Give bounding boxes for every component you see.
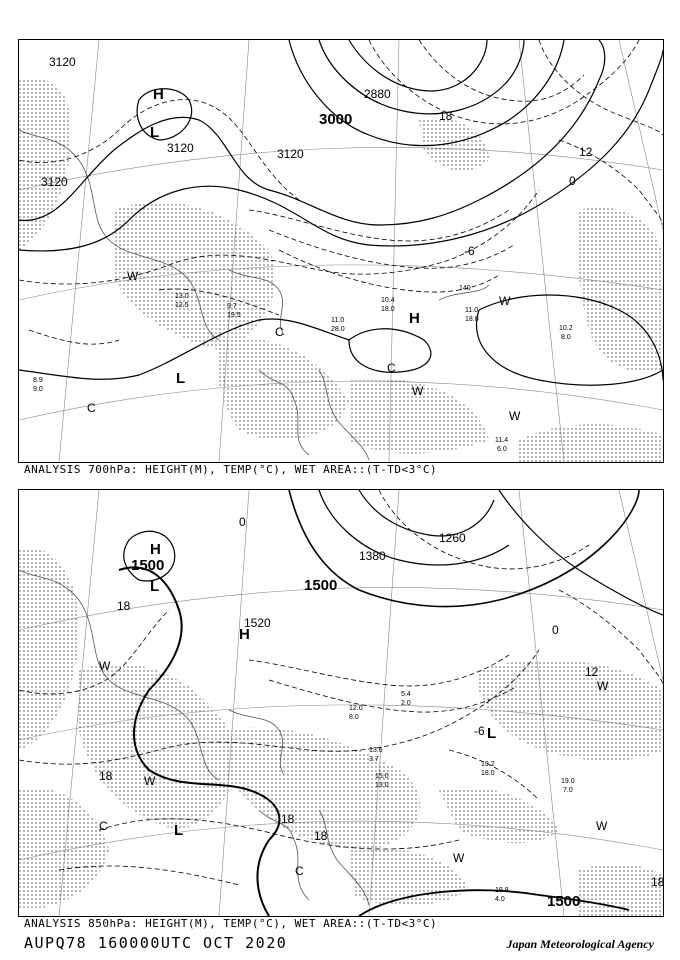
map-panel-850hpa: [18, 489, 664, 917]
height-label: 1500: [304, 577, 338, 594]
svg-text:19.2: 19.2: [481, 761, 495, 768]
svg-text:13.0: 13.0: [375, 782, 389, 789]
panel-caption-700hpa: ANALYSIS 700hPa: HEIGHT(M), TEMP(°C), WET AREA::(T-TD<3°C): [24, 463, 438, 476]
height-label: 3120: [167, 141, 194, 155]
low-center: L: [150, 578, 160, 595]
temp-label: 0: [239, 515, 246, 529]
svg-text:10.4: 10.4: [381, 297, 395, 304]
height-label: 1380: [359, 549, 386, 563]
temp-label: 0: [569, 174, 576, 188]
height-label: 3120: [49, 55, 76, 69]
high-center: H: [150, 541, 161, 558]
map-700-canvas: [19, 40, 663, 462]
agency-name: Japan Meteorological Agency: [506, 937, 654, 951]
height-label: 3120: [41, 175, 68, 189]
svg-text:6.0: 6.0: [497, 446, 507, 453]
temp-label: 0: [552, 623, 559, 637]
warm-mark: W: [596, 819, 608, 833]
height-label: 1520: [244, 616, 271, 630]
temp-label: 18: [99, 769, 113, 783]
svg-text:18.0: 18.0: [381, 306, 395, 313]
station-plot: [465, 307, 479, 323]
warm-mark: W: [509, 409, 521, 423]
chart-id-and-time: AUPQ78 160000UTC OCT 2020: [24, 934, 288, 952]
longitude-mark: 140: [459, 285, 471, 292]
cold-mark: C: [99, 819, 108, 833]
height-label: 1500: [131, 557, 165, 574]
svg-text:7.0: 7.0: [563, 787, 573, 794]
station-plot: [331, 317, 345, 333]
station-plot: [481, 761, 495, 777]
cold-mark: C: [295, 864, 304, 878]
svg-text:13.0: 13.0: [175, 293, 189, 300]
high-center: H: [409, 310, 420, 327]
svg-text:2.0: 2.0: [401, 700, 411, 707]
svg-text:12.0: 12.0: [349, 705, 363, 712]
svg-text:8.9: 8.9: [33, 377, 43, 384]
wet-area-stipple: [19, 78, 663, 462]
svg-text:11.0: 11.0: [465, 307, 479, 314]
temp-label: 18: [281, 812, 295, 826]
svg-text:9.7: 9.7: [227, 303, 237, 310]
svg-text:13.6: 13.6: [369, 747, 383, 754]
temp-label: -6: [474, 724, 485, 738]
temp-label: -6: [464, 244, 475, 258]
warm-mark: W: [597, 679, 609, 693]
temp-label: 12: [585, 665, 599, 679]
warm-mark: W: [127, 269, 139, 283]
svg-text:12.5: 12.5: [175, 302, 189, 309]
warm-mark: W: [99, 659, 111, 673]
svg-text:11.4: 11.4: [495, 437, 509, 444]
svg-text:10.2: 10.2: [559, 325, 573, 332]
temp-label: 18: [651, 875, 665, 889]
station-plot: [559, 325, 573, 341]
svg-text:9.0: 9.0: [33, 386, 43, 393]
cold-mark: C: [275, 325, 284, 339]
low-center: L: [176, 370, 186, 387]
svg-text:11.0: 11.0: [331, 317, 345, 324]
temp-label: 12: [579, 145, 593, 159]
svg-text:4.0: 4.0: [495, 896, 505, 903]
height-label: 1260: [439, 531, 466, 545]
low-center: L: [150, 124, 160, 141]
temp-label: 18: [314, 829, 328, 843]
high-center: H: [153, 86, 164, 103]
station-plot: [401, 691, 411, 707]
warm-mark: W: [412, 384, 424, 398]
cold-mark: C: [387, 361, 396, 375]
station-plot: [349, 705, 363, 721]
warm-mark: W: [499, 294, 511, 308]
svg-text:28.0: 28.0: [331, 326, 345, 333]
warm-mark: W: [453, 851, 465, 865]
map-panel-700hpa: [18, 39, 664, 463]
height-label: 3120: [277, 147, 304, 161]
warm-mark: W: [144, 774, 156, 788]
height-label: 1500: [547, 893, 581, 910]
svg-text:18.0: 18.0: [481, 770, 495, 777]
station-plot: [561, 778, 575, 794]
high-center: H: [239, 626, 250, 643]
svg-text:18.0: 18.0: [465, 316, 479, 323]
svg-text:5.4: 5.4: [401, 691, 411, 698]
svg-text:8.0: 8.0: [349, 714, 359, 721]
low-center: L: [487, 725, 497, 742]
temperature-isotherms: [19, 40, 663, 344]
svg-text:3.7: 3.7: [369, 756, 379, 763]
height-label: 3000: [319, 111, 353, 128]
station-plot: [495, 887, 509, 903]
cold-mark: C: [87, 401, 96, 415]
station-plot: [495, 437, 508, 453]
height-label: 2880: [364, 87, 391, 101]
temp-label: 18: [117, 599, 131, 613]
station-plot: [33, 377, 43, 393]
svg-text:19.8: 19.8: [495, 887, 509, 894]
svg-text:15.0: 15.0: [375, 773, 389, 780]
map-850-canvas: [19, 490, 663, 916]
svg-text:8.0: 8.0: [561, 334, 571, 341]
low-center: L: [174, 822, 184, 839]
panel-caption-850hpa: ANALYSIS 850hPa: HEIGHT(M), TEMP(°C), WET AREA::(T-TD<3°C): [24, 917, 438, 930]
svg-text:19.0: 19.0: [561, 778, 575, 785]
temp-label: 18: [439, 109, 453, 123]
svg-text:19.5: 19.5: [227, 312, 241, 319]
wet-area-stipple: [19, 548, 663, 916]
